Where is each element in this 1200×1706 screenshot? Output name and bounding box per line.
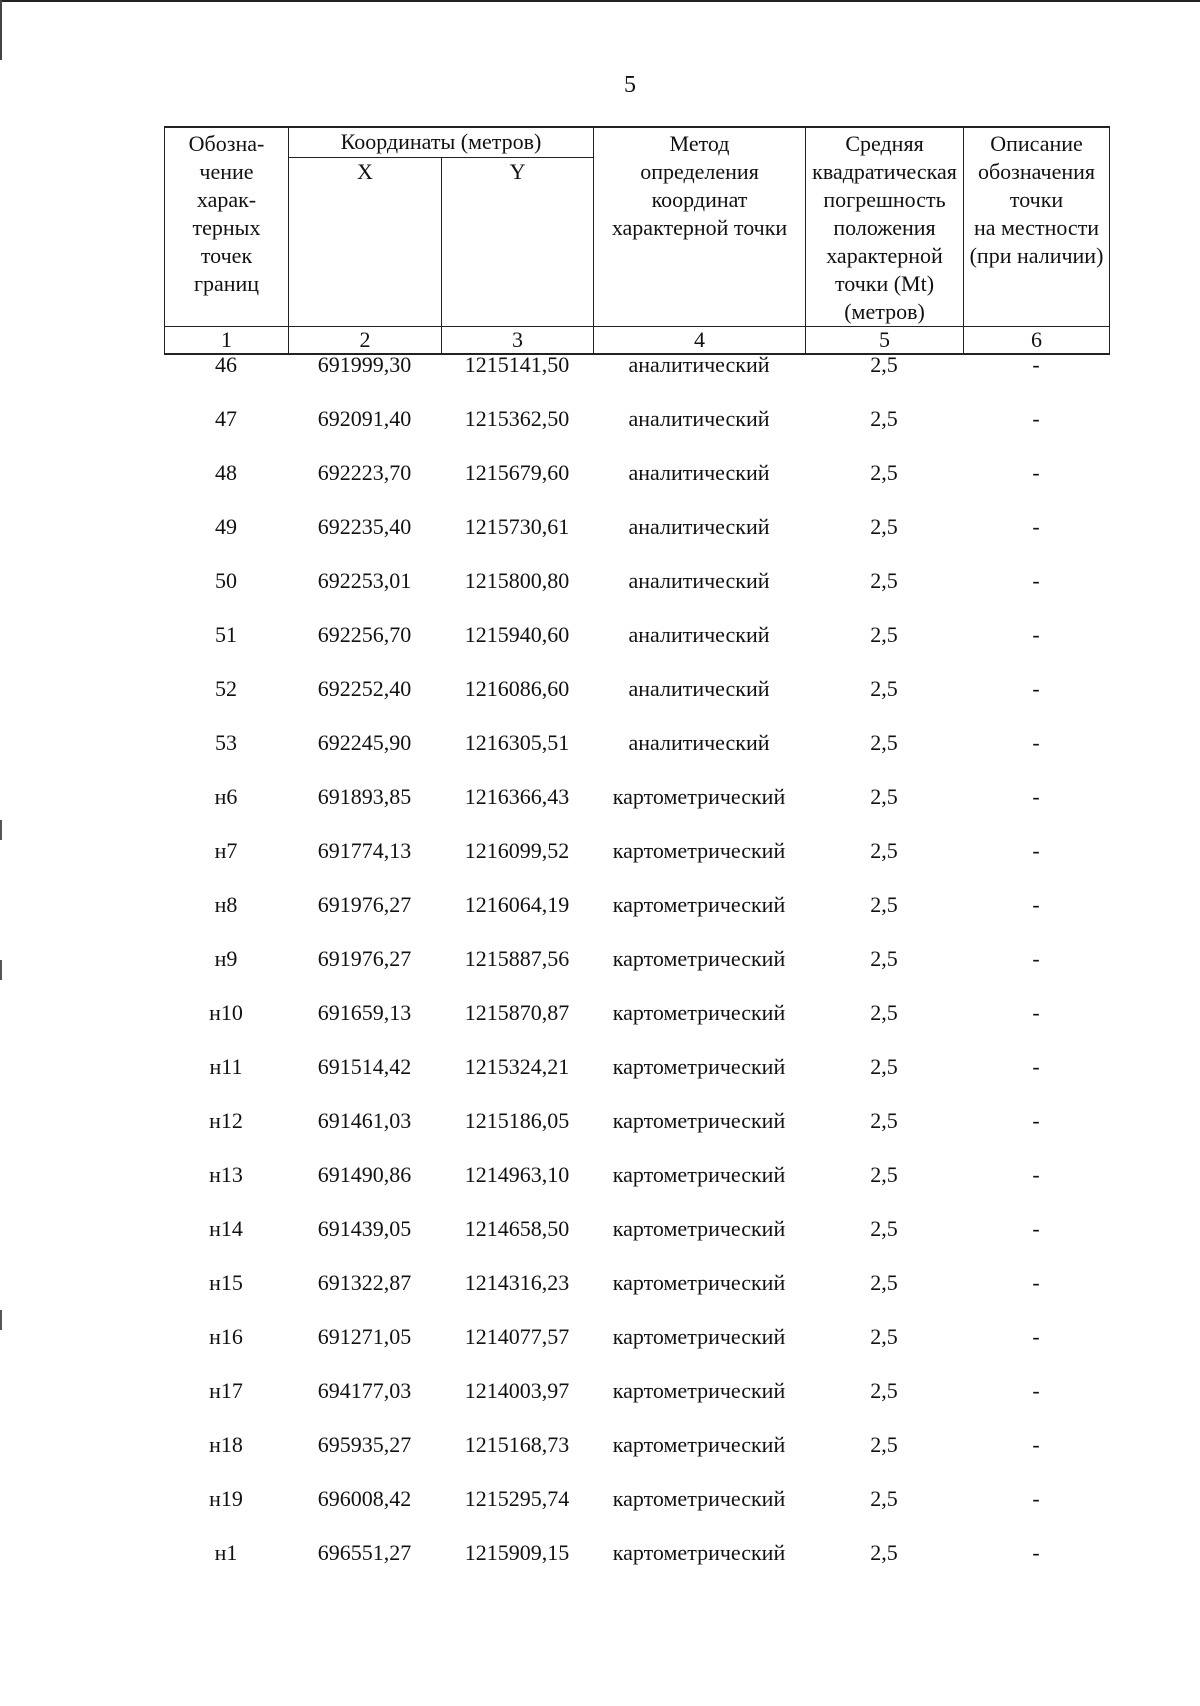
error-cell: 2,5 xyxy=(870,568,898,593)
error-cell: 2,5 xyxy=(870,1054,898,1079)
y-coordinate-cell: 1215870,87 xyxy=(464,1000,570,1025)
y-coordinate-cell: 1215186,05 xyxy=(464,1108,570,1133)
header-error: Средняя квадратическая погрешность положения характерной точки (Mt) (метров) xyxy=(806,127,964,327)
column-number: 4 xyxy=(594,327,806,355)
point-id-cell: н12 xyxy=(209,1108,243,1133)
x-coordinate-cell: 691514,42 xyxy=(317,1054,412,1079)
x-coordinate-cell: 694177,03 xyxy=(317,1378,412,1403)
y-coordinate-cell: 1215730,61 xyxy=(464,514,570,539)
method-cell: аналитический xyxy=(628,460,770,485)
error-cell: 2,5 xyxy=(870,1216,898,1241)
y-coordinate-cell: 1215940,60 xyxy=(464,622,570,647)
description-cell: - xyxy=(1032,1216,1040,1241)
x-coordinate-cell: 691976,27 xyxy=(317,892,412,917)
error-cell: 2,5 xyxy=(870,352,898,377)
y-coordinate-cell: 1214077,57 xyxy=(464,1324,570,1349)
table-row xyxy=(164,676,1109,730)
error-cell: 2,5 xyxy=(870,514,898,539)
error-cell: 2,5 xyxy=(870,1162,898,1187)
y-coordinate-cell: 1214963,10 xyxy=(464,1162,570,1187)
x-coordinate-cell: 696008,42 xyxy=(317,1486,412,1511)
table-row xyxy=(164,838,1109,892)
method-cell: картометрический xyxy=(612,1270,786,1295)
method-cell: картометрический xyxy=(612,1054,786,1079)
column-number: 6 xyxy=(964,327,1110,355)
point-id-cell: н15 xyxy=(209,1270,243,1295)
x-coordinate-cell: 691659,13 xyxy=(317,1000,412,1025)
description-cell: - xyxy=(1032,838,1040,863)
column-number: 5 xyxy=(806,327,964,355)
y-coordinate-cell: 1216366,43 xyxy=(464,784,570,809)
x-coordinate-cell: 692252,40 xyxy=(317,676,412,701)
x-coordinate-cell: 692256,70 xyxy=(317,622,412,647)
y-coordinate-cell: 1216086,60 xyxy=(464,676,570,701)
point-id-cell: н1 xyxy=(214,1540,238,1565)
y-coordinate-cell: 1215679,60 xyxy=(464,460,570,485)
point-id-cell: 52 xyxy=(215,676,237,701)
column-number: 2 xyxy=(289,327,442,355)
method-cell: аналитический xyxy=(628,406,770,431)
method-cell: аналитический xyxy=(628,352,770,377)
method-cell: картометрический xyxy=(612,1108,786,1133)
x-coordinate-cell: 695935,27 xyxy=(317,1432,412,1457)
error-cell: 2,5 xyxy=(870,1324,898,1349)
table-row xyxy=(164,1162,1109,1216)
error-cell: 2,5 xyxy=(870,1378,898,1403)
point-id-cell: н10 xyxy=(209,1000,243,1025)
table-row xyxy=(164,1432,1109,1486)
point-id-cell: н7 xyxy=(214,838,238,863)
table-row xyxy=(164,892,1109,946)
x-coordinate-cell: 691461,03 xyxy=(317,1108,412,1133)
table-row xyxy=(164,1324,1109,1378)
x-coordinate-cell: 691999,30 xyxy=(317,352,412,377)
y-coordinate-cell: 1215909,15 xyxy=(464,1540,570,1565)
header-x: X xyxy=(289,157,442,326)
error-cell: 2,5 xyxy=(870,622,898,647)
x-coordinate-cell: 696551,27 xyxy=(317,1540,412,1565)
error-cell: 2,5 xyxy=(870,784,898,809)
y-coordinate-cell: 1215362,50 xyxy=(464,406,570,431)
y-coordinate-cell: 1215887,56 xyxy=(464,946,570,971)
method-cell: аналитический xyxy=(628,622,770,647)
x-coordinate-cell: 691774,13 xyxy=(317,838,412,863)
table-row xyxy=(164,406,1109,460)
y-coordinate-cell: 1215168,73 xyxy=(464,1432,570,1457)
method-cell: картометрический xyxy=(612,892,786,917)
x-coordinate-cell: 691439,05 xyxy=(317,1216,412,1241)
description-cell: - xyxy=(1032,1000,1040,1025)
description-cell: - xyxy=(1032,946,1040,971)
scan-mark xyxy=(0,1310,2,1330)
method-cell: картометрический xyxy=(612,1324,786,1349)
method-cell: картометрический xyxy=(612,1540,786,1565)
error-cell: 2,5 xyxy=(870,1270,898,1295)
y-coordinate-cell: 1215324,21 xyxy=(464,1054,570,1079)
error-cell: 2,5 xyxy=(870,838,898,863)
description-cell: - xyxy=(1032,460,1040,485)
description-cell: - xyxy=(1032,352,1040,377)
header-method: Метод определения координат характерной точки xyxy=(594,127,806,327)
column-number: 3 xyxy=(442,327,594,355)
error-cell: 2,5 xyxy=(870,946,898,971)
point-id-cell: н14 xyxy=(209,1216,243,1241)
description-cell: - xyxy=(1032,568,1040,593)
point-id-cell: н9 xyxy=(214,946,238,971)
description-cell: - xyxy=(1032,1162,1040,1187)
x-coordinate-cell: 691976,27 xyxy=(317,946,412,971)
description-cell: - xyxy=(1032,1378,1040,1403)
table-row xyxy=(164,514,1109,568)
error-cell: 2,5 xyxy=(870,730,898,755)
y-coordinate-cell: 1216099,52 xyxy=(464,838,570,863)
table-row xyxy=(164,1486,1109,1540)
scan-mark xyxy=(0,820,2,840)
point-id-cell: 49 xyxy=(215,514,237,539)
point-id-cell: н13 xyxy=(209,1162,243,1187)
y-coordinate-cell: 1215141,50 xyxy=(464,352,570,377)
error-cell: 2,5 xyxy=(870,676,898,701)
method-cell: картометрический xyxy=(612,946,786,971)
method-cell: картометрический xyxy=(612,838,786,863)
description-cell: - xyxy=(1032,730,1040,755)
table-row xyxy=(164,784,1109,838)
point-id-cell: 48 xyxy=(215,460,237,485)
method-cell: аналитический xyxy=(628,568,770,593)
error-cell: 2,5 xyxy=(870,460,898,485)
table-row xyxy=(164,1216,1109,1270)
coordinates-table xyxy=(164,352,1109,1594)
method-cell: картометрический xyxy=(612,1216,786,1241)
description-cell: - xyxy=(1032,1324,1040,1349)
description-cell: - xyxy=(1032,1270,1040,1295)
point-id-cell: 46 xyxy=(215,352,237,377)
column-number: 1 xyxy=(165,327,289,355)
point-id-cell: 53 xyxy=(215,730,237,755)
method-cell: картометрический xyxy=(612,1162,786,1187)
point-id-cell: н18 xyxy=(209,1432,243,1457)
point-id-cell: н8 xyxy=(214,892,238,917)
description-cell: - xyxy=(1032,676,1040,701)
description-cell: - xyxy=(1032,1486,1040,1511)
description-cell: - xyxy=(1032,892,1040,917)
y-coordinate-cell: 1214003,97 xyxy=(464,1378,570,1403)
description-cell: - xyxy=(1032,1432,1040,1457)
method-cell: картометрический xyxy=(612,1378,786,1403)
table-row xyxy=(164,568,1109,622)
description-cell: - xyxy=(1032,1540,1040,1565)
header-y: Y xyxy=(442,157,594,326)
description-cell: - xyxy=(1032,622,1040,647)
method-cell: аналитический xyxy=(628,514,770,539)
scan-border-left xyxy=(0,0,2,60)
table-header xyxy=(164,126,1110,355)
point-id-cell: 50 xyxy=(215,568,237,593)
x-coordinate-cell: 691490,86 xyxy=(317,1162,412,1187)
description-cell: - xyxy=(1032,1054,1040,1079)
x-coordinate-cell: 692223,70 xyxy=(317,460,412,485)
method-cell: картометрический xyxy=(612,784,786,809)
y-coordinate-cell: 1215295,74 xyxy=(464,1486,570,1511)
table-row xyxy=(164,1054,1109,1108)
table-row xyxy=(164,1540,1109,1594)
header-description: Описание обозначения точки на местности (при наличии) xyxy=(964,127,1110,327)
x-coordinate-cell: 692235,40 xyxy=(317,514,412,539)
point-id-cell: н17 xyxy=(209,1378,243,1403)
x-coordinate-cell: 691271,05 xyxy=(317,1324,412,1349)
error-cell: 2,5 xyxy=(870,1486,898,1511)
scan-border-top xyxy=(0,0,1200,2)
table-body xyxy=(164,352,1109,1594)
table-row xyxy=(164,946,1109,1000)
description-cell: - xyxy=(1032,784,1040,809)
x-coordinate-cell: 692091,40 xyxy=(317,406,412,431)
table-row xyxy=(164,352,1109,406)
x-coordinate-cell: 691322,87 xyxy=(317,1270,412,1295)
error-cell: 2,5 xyxy=(870,1540,898,1565)
point-id-cell: н16 xyxy=(209,1324,243,1349)
table-row xyxy=(164,460,1109,514)
error-cell: 2,5 xyxy=(870,406,898,431)
description-cell: - xyxy=(1032,514,1040,539)
point-id-cell: 47 xyxy=(215,406,237,431)
point-id-cell: н11 xyxy=(209,1054,243,1079)
y-coordinate-cell: 1215800,80 xyxy=(464,568,570,593)
x-coordinate-cell: 691893,85 xyxy=(317,784,412,809)
error-cell: 2,5 xyxy=(870,1432,898,1457)
description-cell: - xyxy=(1032,1108,1040,1133)
method-cell: картометрический xyxy=(612,1486,786,1511)
x-coordinate-cell: 692245,90 xyxy=(317,730,412,755)
page-number: 5 xyxy=(624,72,636,98)
point-id-cell: н6 xyxy=(214,784,238,809)
table-row xyxy=(164,1108,1109,1162)
scan-mark xyxy=(0,960,2,980)
y-coordinate-cell: 1214658,50 xyxy=(464,1216,570,1241)
header-point-designation: Обозна- чение харак- терных точек границ xyxy=(165,127,289,327)
table-row xyxy=(164,1378,1109,1432)
y-coordinate-cell: 1216305,51 xyxy=(464,730,570,755)
error-cell: 2,5 xyxy=(870,1000,898,1025)
method-cell: картометрический xyxy=(612,1432,786,1457)
table-row xyxy=(164,1270,1109,1324)
x-coordinate-cell: 692253,01 xyxy=(317,568,412,593)
method-cell: картометрический xyxy=(612,1000,786,1025)
method-cell: аналитический xyxy=(628,676,770,701)
error-cell: 2,5 xyxy=(870,892,898,917)
error-cell: 2,5 xyxy=(870,1108,898,1133)
table-row xyxy=(164,622,1109,676)
table-row xyxy=(164,730,1109,784)
y-coordinate-cell: 1216064,19 xyxy=(464,892,570,917)
method-cell: аналитический xyxy=(628,730,770,755)
description-cell: - xyxy=(1032,406,1040,431)
table-row xyxy=(164,1000,1109,1054)
header-coordinates: Координаты (метров) xyxy=(289,127,594,157)
y-coordinate-cell: 1214316,23 xyxy=(464,1270,570,1295)
point-id-cell: 51 xyxy=(215,622,237,647)
point-id-cell: н19 xyxy=(209,1486,243,1511)
